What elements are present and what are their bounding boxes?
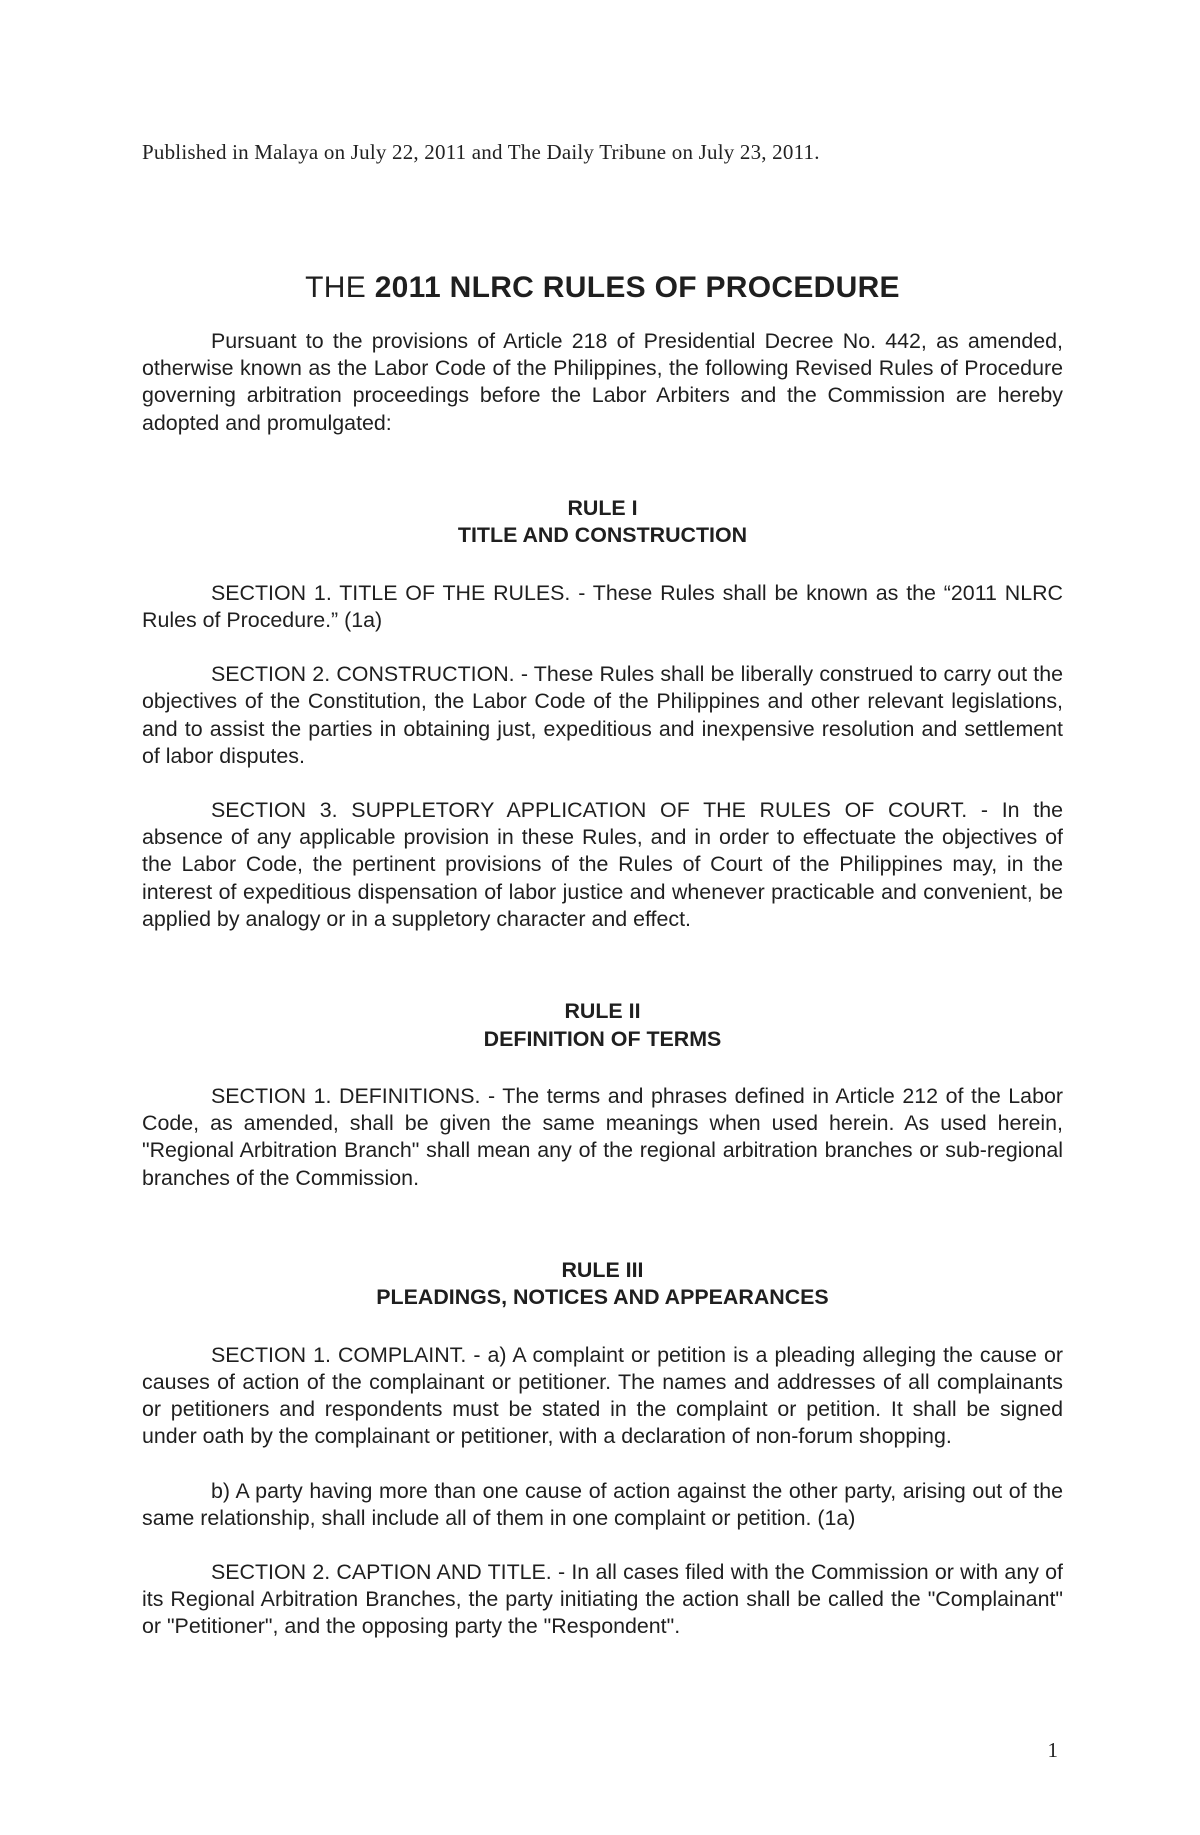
rule-3-section-1b: b) A party having more than one cause of action against the other party, arising out of the same relationship, shall include all of them in one complaint or petition. (1a) [142,1478,1063,1530]
document-title [142,270,1063,306]
publication-note: Published in Malaya on July 22, 2011 and The Daily Tribune on July 23, 2011. [142,140,820,164]
rule-3-section-2: SECTION 2. CAPTION AND TITLE. - In all cases filed with the Commission or with any of its Regional Arbitration Branches, the party initiating the action shall be called the "Complainant" or "Petitioner", and the opposing party the "Respondent". [142,1560,1063,1639]
rule-3 [142,1257,1063,1641]
document-title-bold: 2011 NLRC RULES OF PROCEDURE [374,271,900,304]
rule-1-title: TITLE AND CONSTRUCTION [457,523,748,548]
document-body [142,270,1063,1668]
rule-2-number: RULE II [564,999,641,1024]
rule-3-section-1a: SECTION 1. COMPLAINT. - a) A complaint or petition is a pleading alleging the cause or causes of action of the complainant or petitioner. The names and addresses of all complainants or petitioners and respondents must be stated in the complaint or petition. It shall be signed under oath by the complainant or petitioner, with a declaration of non-forum shopping. [142,1342,1063,1449]
rule-2 [142,998,1063,1192]
rule-1-section-2: SECTION 2. CONSTRUCTION. - These Rules shall be liberally construed to carry out the objectives of the Constitution, the Labor Code of the Philippines and other relevant legislations, and to assist the parties in obtaining just, expeditious and inexpensive resolution and settlement of labor disputes. [142,662,1063,768]
rule-1 [142,495,1063,933]
rule-1-section-1: SECTION 1. TITLE OF THE RULES. - These Rules shall be known as the “2011 NLRC Rules of Procedure.” (1a) [142,580,1063,633]
rule-1-number: RULE I [567,495,638,520]
document-title-prefix: THE [305,271,375,304]
rule-3-number: RULE III [561,1257,644,1282]
intro-paragraph: Pursuant to the provisions of Article 218 of Presidential Decree No. 442, as amended, otherwise known as the Labor Code of the Philippines, the following Revised Rules of Procedure governing arbitration proceedings before the Labor Arbiters and the Commission are hereby adopted and promulgated: [142,329,1063,435]
rule-2-section-1: SECTION 1. DEFINITIONS. - The terms and phrases defined in Article 212 of the Labor Code, as amended, shall be given the same meanings when used herein. As used herein, "Regional Arbitration Branch" shall mean any of the regional arbitration branches or sub-regional branches of the Commission. [142,1084,1063,1190]
page-number: 1 [1047,1738,1058,1762]
rule-3-title: PLEADINGS, NOTICES AND APPEARANCES [376,1285,829,1310]
rule-1-section-3: SECTION 3. SUPPLETORY APPLICATION OF THE RULES OF COURT. - In the absence of any applicable provision in these Rules, and in order to effectuate the objectives of the Labor Code, the pertinent provisions of the Rules of Court of the Philippines may, in the interest of expeditious dispensation of labor justice and whenever practicable and convenient, be applied by analogy or in a suppletory character and effect. [142,798,1063,931]
rule-2-title: DEFINITION OF TERMS [483,1026,722,1051]
